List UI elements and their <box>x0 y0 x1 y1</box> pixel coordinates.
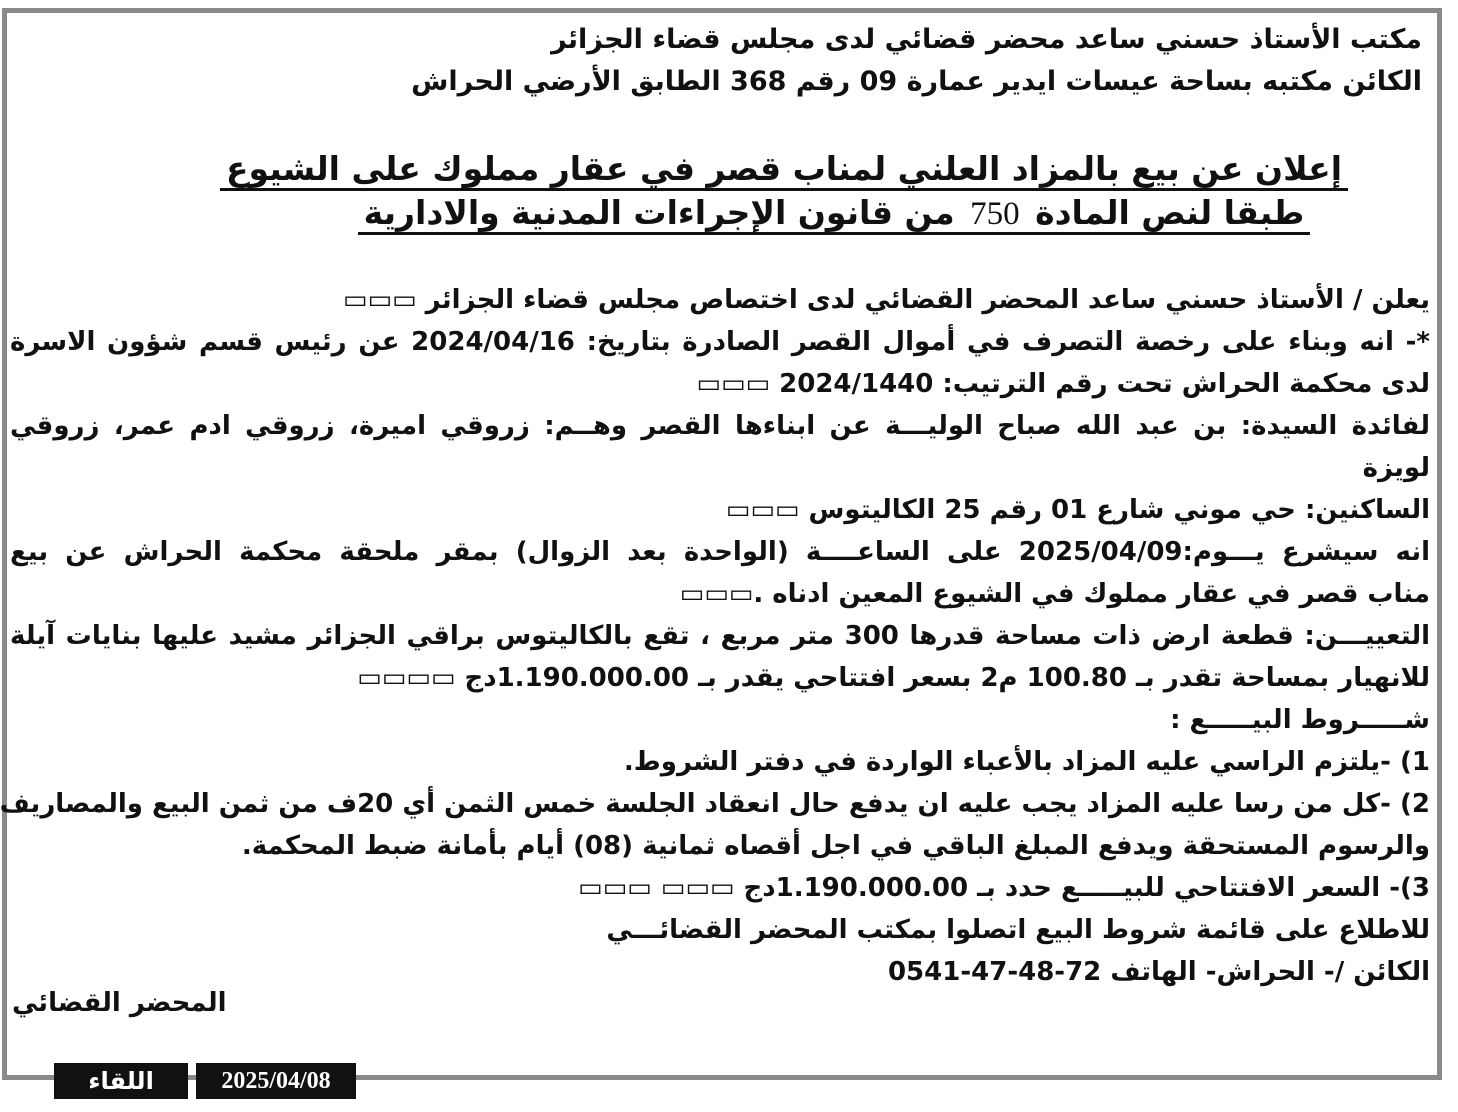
signature: المحضر القضائي <box>12 988 227 1018</box>
contact-info: للاطلاع على قائمة شروط البيع اتصلوا بمكتب المحضر القضائـــي <box>606 915 1430 945</box>
announcement-subtitle <box>0 190 1458 237</box>
publication-date: 2025/04/08 <box>196 1063 356 1099</box>
body-line-5: لويزة <box>1362 453 1430 483</box>
body-line-1: يعلن / الأستاذ حسني ساعد المحضر القضائي لدى اختصاص مجلس قضاء الجزائر ▭▭▭ <box>342 285 1430 315</box>
body-line-8: مناب قصر في عقار مملوك في الشيوع المعين ادناه .▭▭▭ <box>679 579 1430 609</box>
condition-3: 3)- السعر الافتتاحي للبيـــــع حدد بـ 1.190.000.00دج ▭▭▭ ▭▭▭ <box>578 873 1430 903</box>
body-line-10: للانهيار بمساحة تقدر بـ 100.80 م2 بسعر افتتاحي يقدر بـ 1.190.000.00دج ▭▭▭▭ <box>357 663 1430 693</box>
title-line-2 <box>358 193 1311 235</box>
subtitle-prefix: طبقا لنص المادة <box>1035 193 1305 232</box>
body-line-9: التعييـــن: قطعة ارض ذات مساحة قدرها 300 متر مربع ، تقع بالكاليتوس براقي الجزائر مشيد عليها بنايات آيلة <box>10 621 1430 651</box>
body-line-7: انه سيشرع يـــوم:2025/04/09 على الساعــــة (الواحدة بعد الزوال) بمقر ملحقة محكمة الحراش عن بيع <box>10 537 1431 567</box>
condition-2-cont: والرسوم المستحقة ويدفع المبلغ الباقي في اجل أقصاه ثمانية (08) أيام بأمانة ضبط المحكمة. <box>241 831 1430 861</box>
subtitle-suffix: من قانون الإجراءات المدنية والادارية <box>363 193 955 232</box>
office-header: مكتب الأستاذ حسني ساعد محضر قضائي لدى مجلس قضاء الجزائر <box>551 24 1422 55</box>
article-number: 750 <box>970 196 1020 232</box>
office-address: الكائن مكتبه بساحة عيسات ايدير عمارة 09 رقم 368 الطابق الأرضي الحراش <box>411 66 1422 97</box>
condition-1: 1) -يلتزم الراسي عليه المزاد بالأعباء الواردة في دفتر الشروط. <box>623 747 1430 777</box>
announcement-title <box>0 146 1458 192</box>
body-line-6: الساكنين: حي موني شارع 01 رقم 25 الكاليتوس ▭▭▭ <box>725 495 1430 525</box>
contact-phone: الكائن /- الحراش- الهاتف 72-48-47-0541 <box>887 957 1430 987</box>
newspaper-tag: اللقاء <box>54 1063 188 1099</box>
condition-2: 2) -كل من رسا عليه المزاد يجب عليه ان يدفع حال انعقاد الجلسة خمس الثمن أي 20ف من ثمن البيع والمصاريف <box>0 789 1430 819</box>
body-line-2: *- انه وبناء على رخصة التصرف في أموال القصر الصادرة بتاريخ: 2024/04/16 عن رئيس قسم شؤون الاسرة <box>10 327 1430 357</box>
body-line-4: لفائدة السيدة: بن عبد الله صباح الوليـــة عن ابناءها القصر وهــم: زروقي اميرة، زروقي ادم عمر، زروقي <box>10 411 1430 441</box>
title-line-1: إعلان عن بيع بالمزاد العلني لمناب قصر في عقار مملوك على الشيوع <box>220 149 1348 191</box>
sale-conditions-heading: شـــــروط البيـــــع : <box>1170 705 1430 735</box>
body-line-3: لدى محكمة الحراش تحت رقم الترتيب: 2024/1440 ▭▭▭ <box>696 369 1430 399</box>
